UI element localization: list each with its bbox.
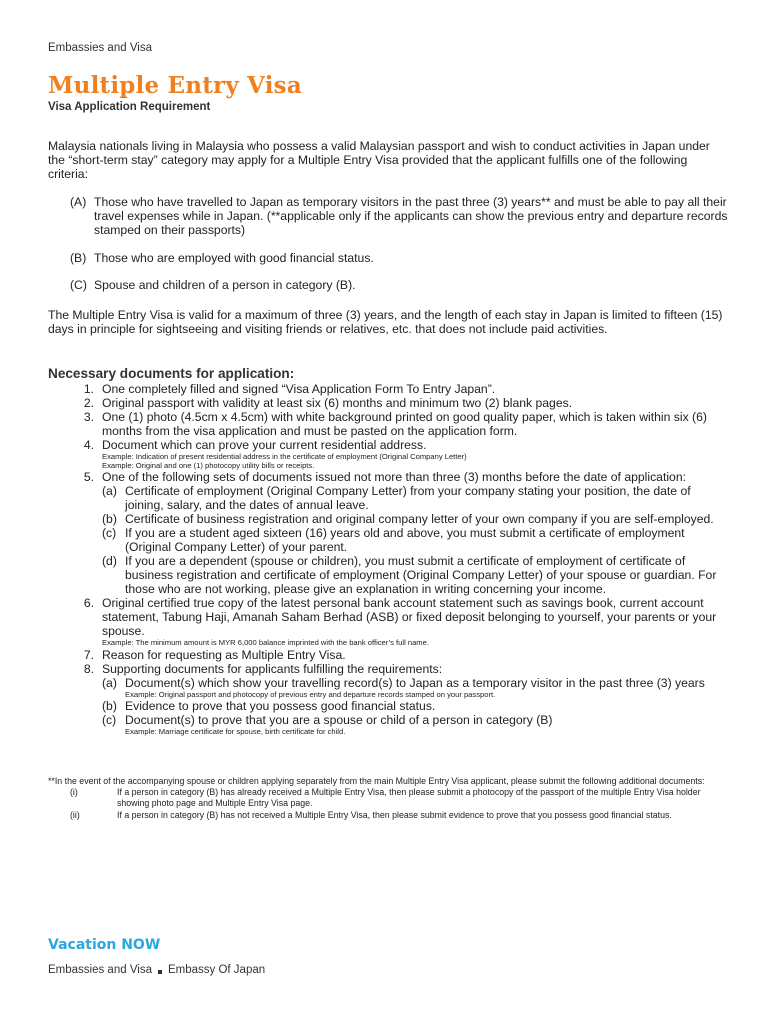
note-text: If a person in category (B) has not received a Multiple Entry Visa, then please submit evidence to prove that you possess good financial status.: [117, 809, 672, 820]
footer-breadcrumb: [48, 964, 265, 976]
criteria-text: Those who have travelled to Japan as temporary visitors in the past three (3) years** and must be able to pay all their travel expenses while in Japan. (**applicable only if the applicants can show the previous entry and departure records stamped on their passports): [94, 195, 728, 238]
document-subitem: [102, 484, 728, 512]
subitem-text: If you are a dependent (spouse or children), you must submit a certificate of employment of certificate of business registration and certificate of employment (Original Company Letter) of your spouse or guardian. For those who are not working, please give an explanation in writing concerning your income.: [125, 554, 717, 597]
document-item: [48, 410, 728, 438]
document-text: Original passport with validity at least six (6) months and minimum two (2) blank pages.: [102, 396, 573, 410]
document-example: Example: Original and one (1) photocopy utility bills or receipts.: [102, 461, 315, 471]
subitem-marker: (c): [102, 712, 117, 727]
document-number: 7.: [83, 647, 94, 662]
document-subitem: [102, 526, 728, 554]
document-subitem: [102, 554, 728, 596]
note-intro: **In the event of the accompanying spouse or children applying separately from the main Multiple Entry Visa applicant, please submit the following additional documents:: [48, 776, 705, 786]
document-example: Example: The minimum amount is MYR 6,000 balance imprinted with the bank officer’s full name.: [102, 638, 429, 648]
note-item: [48, 810, 728, 821]
document-number: 2.: [83, 396, 94, 410]
document-example: Example: Indication of present residential address in the certificate of employment (Original Company Letter): [102, 452, 467, 461]
note-text: If a person in category (B) has already received a Multiple Entry Visa, then please submit a photocopy of the passport of the multiple Entry Visa holder showing photo page and Multiple Entry Visa page.: [117, 787, 701, 809]
note-list: [48, 787, 728, 821]
subitem-marker: (d): [102, 554, 117, 569]
criteria-marker: (B): [70, 250, 87, 265]
subitem-marker: (a): [102, 675, 117, 690]
document-text: One (1) photo (4.5cm x 4.5cm) with white background printed on good quality paper, which is taken within six (6) months from the visa application and must be pasted on the application form.: [102, 410, 707, 438]
document-item: [48, 648, 728, 662]
intro-paragraph: Malaysia nationals living in Malaysia who possess a valid Malaysian passport and wish to conduct activities in Japan under the “short-term stay” category may apply for a Multiple Entry Visa provided that the applicant fulfills one of the following criteria:: [48, 139, 710, 182]
document-item: [48, 596, 728, 647]
document-subitem: [102, 713, 728, 736]
page-title: Multiple Entry Visa: [48, 72, 302, 99]
subitem-text: Evidence to prove that you possess good financial status.: [125, 698, 436, 713]
subitem-marker: (b): [102, 698, 117, 713]
document-number: 1.: [83, 382, 94, 396]
subitem-text: Document(s) to prove that you are a spouse or child of a person in category (B): [125, 712, 553, 727]
document-text: One completely filled and signed “Visa Application Form To Entry Japan”.: [102, 382, 496, 396]
header-category: Embassies and Visa: [48, 42, 152, 54]
document-item: [48, 662, 728, 736]
separator-dot: [158, 970, 162, 974]
brand-logo: Vacation NOW: [48, 937, 161, 953]
document-number: 5.: [83, 470, 94, 485]
document-number: 3.: [83, 410, 94, 424]
documents-list: [48, 382, 728, 736]
criteria-item: [70, 251, 730, 265]
subitem-text: Certificate of business registration and original company letter of your own company if you are self-employed.: [125, 512, 714, 527]
footer-crumb-embassies[interactable]: Embassies and Visa: [48, 964, 152, 976]
document-item: [48, 438, 728, 470]
document-number: 8.: [83, 661, 94, 676]
subitem-example: Example: Marriage certificate for spouse, birth certificate for child.: [125, 726, 346, 736]
subitem-text: Certificate of employment (Original Company Letter) from your company stating your position, the date of joining, salary, and the dates of annual leave.: [125, 484, 691, 513]
criteria-marker: (A): [70, 195, 87, 209]
criteria-marker: (C): [70, 277, 87, 292]
document-text: One of the following sets of documents issued not more than three (3) months before the date of application:: [102, 470, 686, 485]
note-marker: (i): [70, 787, 78, 798]
document-item: [48, 396, 728, 410]
additional-note: [48, 776, 728, 821]
document-number: 6.: [83, 596, 94, 611]
criteria-item: [70, 195, 730, 238]
document-item: [48, 382, 728, 396]
subitem-marker: (a): [102, 484, 117, 499]
criteria-list: [70, 195, 730, 305]
subitem-text: If you are a student aged sixteen (16) years old and above, you must submit a certificate of employment (Original Company Letter) of your parent.: [125, 526, 685, 555]
subitem-example: Example: Original passport and photocopy of previous entry and departure records stamped on your passport.: [125, 689, 496, 699]
documents-heading: Necessary documents for application:: [48, 366, 295, 381]
validity-paragraph: The Multiple Entry Visa is valid for a maximum of three (3) years, and the length of each stay in Japan is limited to fifteen (15) days in principle for sightseeing and visiting friends or relatives, etc. that does not include paid activities.: [48, 308, 723, 337]
criteria-item: [70, 278, 730, 292]
document-text: Document which can prove your current residential address.: [102, 438, 427, 452]
criteria-text: Spouse and children of a person in category (B).: [94, 277, 356, 292]
document-text: Supporting documents for applicants fulfilling the requirements:: [102, 661, 443, 676]
footer-crumb-embassy-japan[interactable]: Embassy Of Japan: [167, 964, 266, 976]
document-subitem: [102, 512, 728, 526]
document-sublist: [102, 484, 728, 596]
subitem-text: Document(s) which show your travelling record(s) to Japan as a temporary visitor in the past three (3) years: [125, 675, 705, 690]
subitem-marker: (c): [102, 526, 117, 541]
document-sublist: [102, 676, 728, 736]
document-item: [48, 470, 728, 596]
note-marker: (ii): [70, 809, 80, 820]
criteria-text: Those who are employed with good financial status.: [94, 250, 374, 265]
page-subtitle: Visa Application Requirement: [48, 101, 211, 113]
document-subitem: [102, 676, 728, 699]
document-text: Reason for requesting as Multiple Entry Visa.: [102, 647, 346, 662]
document-subitem: [102, 699, 728, 713]
document-text: Original certified true copy of the latest personal bank account statement such as savings book, current account statement, Tabung Haji, Amanah Saham Berhad (ASB) or fixed deposit belonging to yourself, your parents or your spouse.: [102, 596, 717, 639]
document-number: 4.: [83, 438, 94, 452]
subitem-marker: (b): [102, 512, 117, 527]
note-item: [48, 787, 728, 809]
